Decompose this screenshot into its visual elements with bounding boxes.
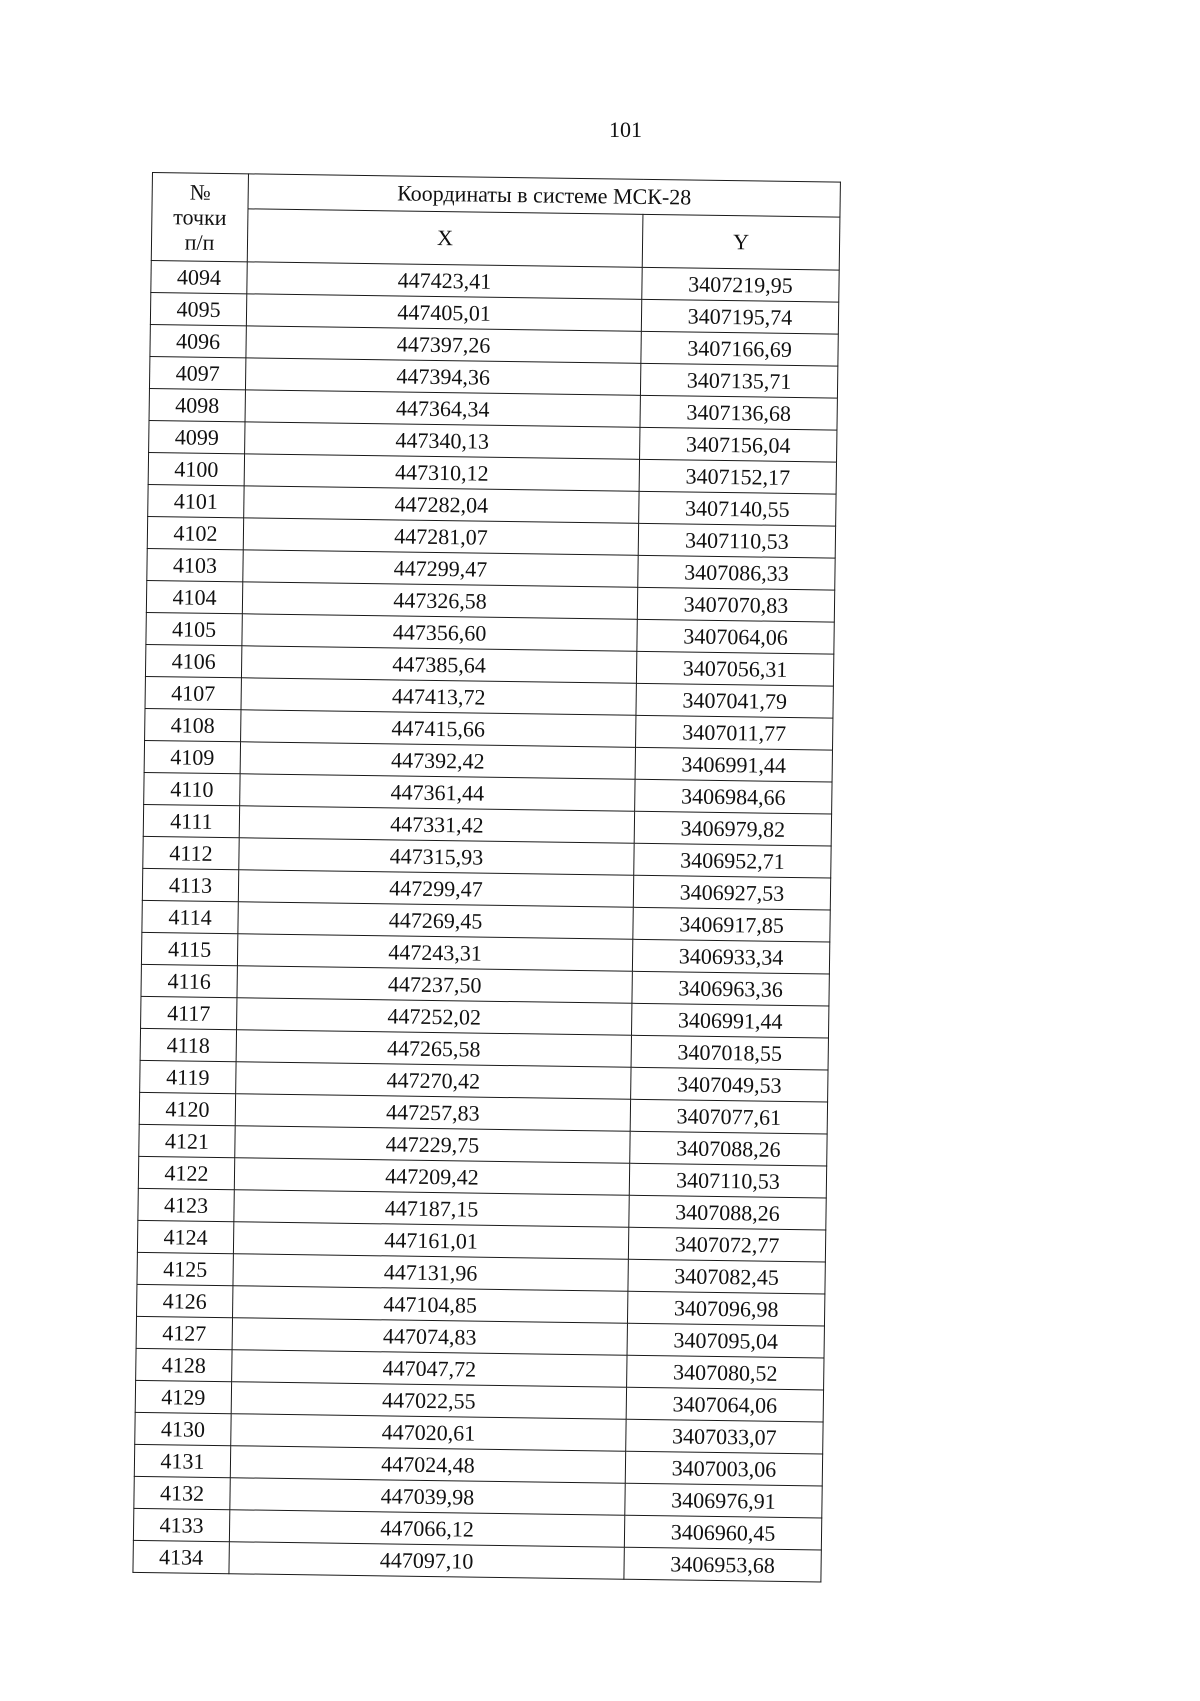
point-number-cell: 4098	[149, 388, 245, 421]
x-coordinate-cell: 447209,42	[234, 1158, 629, 1196]
y-coordinate-cell: 3407072,77	[628, 1227, 825, 1262]
x-coordinate-cell: 447270,42	[236, 1062, 631, 1100]
point-number-cell: 4102	[147, 516, 243, 549]
header-point-word: точки	[173, 204, 227, 231]
x-coordinate-cell: 447257,83	[235, 1094, 630, 1132]
header-y: Y	[642, 214, 840, 270]
point-number-cell: 4100	[148, 452, 244, 485]
x-coordinate-cell: 447299,47	[243, 550, 638, 588]
point-number-cell: 4120	[139, 1092, 235, 1125]
point-number-cell: 4114	[142, 900, 238, 933]
point-number-cell: 4133	[133, 1508, 229, 1541]
y-coordinate-cell: 3407018,55	[631, 1035, 828, 1070]
y-coordinate-cell: 3406953,68	[624, 1547, 821, 1582]
y-coordinate-cell: 3407077,61	[630, 1099, 827, 1134]
point-number-cell: 4134	[133, 1540, 229, 1573]
x-coordinate-cell: 447022,55	[231, 1382, 626, 1420]
header-coordinate-system: Координаты в системе МСК-28	[248, 174, 840, 217]
x-coordinate-cell: 447281,07	[243, 518, 638, 556]
point-number-cell: 4125	[137, 1252, 233, 1285]
y-coordinate-cell: 3407003,06	[625, 1451, 822, 1486]
x-coordinate-cell: 447269,45	[238, 902, 633, 940]
x-coordinate-cell: 447310,12	[244, 454, 639, 492]
x-coordinate-cell: 447265,58	[236, 1030, 631, 1068]
y-coordinate-cell: 3407096,98	[627, 1291, 824, 1326]
y-coordinate-cell: 3407152,17	[639, 459, 836, 494]
y-coordinate-cell: 3406927,53	[633, 875, 830, 910]
point-number-cell: 4113	[142, 868, 238, 901]
x-coordinate-cell: 447243,31	[237, 934, 632, 972]
y-coordinate-cell: 3407088,26	[629, 1195, 826, 1230]
header-point-number	[151, 173, 248, 262]
table-body	[133, 260, 839, 1581]
header-ordinal: п/п	[184, 229, 215, 255]
y-coordinate-cell: 3407082,45	[628, 1259, 825, 1294]
y-coordinate-cell: 3406984,66	[635, 779, 832, 814]
y-coordinate-cell: 3407070,83	[637, 587, 834, 622]
point-number-cell: 4119	[140, 1060, 236, 1093]
point-number-cell: 4115	[141, 932, 237, 965]
y-coordinate-cell: 3406991,44	[635, 747, 832, 782]
point-number-cell: 4107	[145, 676, 241, 709]
x-coordinate-cell: 447394,36	[245, 358, 640, 396]
point-number-cell: 4111	[143, 804, 239, 837]
point-number-cell: 4099	[149, 420, 245, 453]
x-coordinate-cell: 447047,72	[232, 1350, 627, 1388]
y-coordinate-cell: 3407166,69	[641, 331, 838, 366]
x-coordinate-cell: 447282,04	[244, 486, 639, 524]
y-coordinate-cell: 3407136,68	[640, 395, 837, 430]
y-coordinate-cell: 3407135,71	[640, 363, 837, 398]
y-coordinate-cell: 3407064,06	[626, 1387, 823, 1422]
x-coordinate-cell: 447415,66	[241, 710, 636, 748]
y-coordinate-cell: 3407033,07	[626, 1419, 823, 1454]
x-coordinate-cell: 447097,10	[229, 1542, 624, 1580]
header-number-sign: №	[189, 179, 211, 205]
point-number-cell: 4122	[138, 1156, 234, 1189]
y-coordinate-cell: 3407095,04	[627, 1323, 824, 1358]
y-coordinate-cell: 3407056,31	[636, 651, 833, 686]
x-coordinate-cell: 447020,61	[231, 1414, 626, 1452]
x-coordinate-cell: 447039,98	[230, 1478, 625, 1516]
y-coordinate-cell: 3407219,95	[642, 267, 839, 302]
x-coordinate-cell: 447392,42	[240, 742, 635, 780]
y-coordinate-cell: 3407011,77	[636, 715, 833, 750]
x-coordinate-cell: 447361,44	[240, 774, 635, 812]
y-coordinate-cell: 3407064,06	[637, 619, 834, 654]
point-number-cell: 4130	[135, 1412, 231, 1445]
x-coordinate-cell: 447187,15	[234, 1190, 629, 1228]
point-number-cell: 4095	[150, 292, 246, 325]
y-coordinate-cell: 3407088,26	[630, 1131, 827, 1166]
point-number-cell: 4097	[149, 356, 245, 389]
point-number-cell: 4132	[134, 1476, 230, 1509]
point-number-cell: 4108	[145, 708, 241, 741]
y-coordinate-cell: 3407080,52	[627, 1355, 824, 1390]
point-number-cell: 4127	[136, 1316, 232, 1349]
y-coordinate-cell: 3407140,55	[639, 491, 836, 526]
x-coordinate-cell: 447356,60	[242, 614, 637, 652]
y-coordinate-cell: 3406963,36	[632, 971, 829, 1006]
x-coordinate-cell: 447074,83	[232, 1318, 627, 1356]
y-coordinate-cell: 3407041,79	[636, 683, 833, 718]
point-number-cell: 4103	[147, 548, 243, 581]
x-coordinate-cell: 447299,47	[238, 870, 633, 908]
x-coordinate-cell: 447229,75	[235, 1126, 630, 1164]
point-number-cell: 4101	[148, 484, 244, 517]
y-coordinate-cell: 3407156,04	[640, 427, 837, 462]
x-coordinate-cell: 447364,34	[245, 390, 640, 428]
x-coordinate-cell: 447237,50	[237, 966, 632, 1004]
x-coordinate-cell: 447331,42	[239, 806, 634, 844]
y-coordinate-cell: 3406917,85	[633, 907, 830, 942]
y-coordinate-cell: 3406976,91	[625, 1483, 822, 1518]
point-number-cell: 4106	[145, 644, 241, 677]
y-coordinate-cell: 3406933,34	[632, 939, 829, 974]
y-coordinate-cell: 3407110,53	[629, 1163, 826, 1198]
x-coordinate-cell: 447252,02	[237, 998, 632, 1036]
point-number-cell: 4112	[143, 836, 239, 869]
point-number-cell: 4096	[150, 324, 246, 357]
x-coordinate-cell: 447161,01	[233, 1222, 628, 1260]
point-number-cell: 4131	[134, 1444, 230, 1477]
point-number-cell: 4104	[146, 580, 242, 613]
point-number-cell: 4105	[146, 612, 242, 645]
coordinates-table	[132, 172, 840, 1582]
point-number-cell: 4124	[137, 1220, 233, 1253]
point-number-cell: 4110	[144, 772, 240, 805]
point-number-cell: 4094	[151, 260, 247, 293]
x-coordinate-cell: 447423,41	[247, 262, 642, 300]
y-coordinate-cell: 3407049,53	[631, 1067, 828, 1102]
x-coordinate-cell: 447024,48	[230, 1446, 625, 1484]
y-coordinate-cell: 3406960,45	[624, 1515, 821, 1550]
point-number-cell: 4118	[140, 1028, 236, 1061]
x-coordinate-cell: 447397,26	[246, 326, 641, 364]
point-number-cell: 4117	[141, 996, 237, 1029]
y-coordinate-cell: 3406952,71	[634, 843, 831, 878]
y-coordinate-cell: 3407086,33	[638, 555, 835, 590]
x-coordinate-cell: 447340,13	[245, 422, 640, 460]
y-coordinate-cell: 3406991,44	[631, 1003, 828, 1038]
x-coordinate-cell: 447405,01	[246, 294, 641, 332]
x-coordinate-cell: 447413,72	[241, 678, 636, 716]
point-number-cell: 4123	[138, 1188, 234, 1221]
x-coordinate-cell: 447131,96	[233, 1254, 628, 1292]
y-coordinate-cell: 3406979,82	[634, 811, 831, 846]
header-x: X	[247, 209, 643, 268]
page-number: 101	[609, 117, 642, 142]
point-number-cell: 4109	[144, 740, 240, 773]
point-number-cell: 4128	[136, 1348, 232, 1381]
x-coordinate-cell: 447104,85	[233, 1286, 628, 1324]
x-coordinate-cell: 447066,12	[229, 1510, 624, 1548]
point-number-cell: 4129	[135, 1380, 231, 1413]
x-coordinate-cell: 447326,58	[242, 582, 637, 620]
point-number-cell: 4126	[137, 1284, 233, 1317]
y-coordinate-cell: 3407110,53	[638, 523, 835, 558]
point-number-cell: 4116	[141, 964, 237, 997]
point-number-cell: 4121	[139, 1124, 235, 1157]
x-coordinate-cell: 447315,93	[239, 838, 634, 876]
y-coordinate-cell: 3407195,74	[641, 299, 838, 334]
x-coordinate-cell: 447385,64	[241, 646, 636, 684]
